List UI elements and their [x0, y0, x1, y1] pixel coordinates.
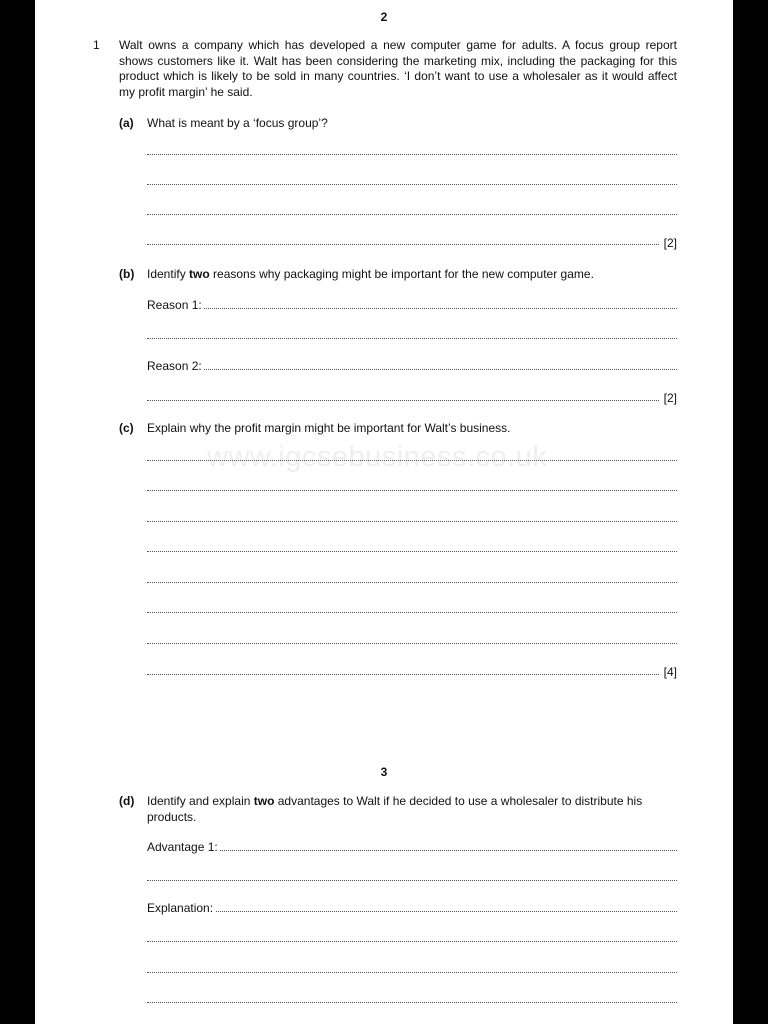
answer-line-b4[interactable]	[147, 400, 659, 401]
answer-line-d3[interactable]	[147, 911, 677, 912]
answer-line-a3[interactable]	[147, 214, 677, 215]
page-number-top: 2	[380, 10, 388, 24]
exam-page	[35, 0, 733, 1024]
question-stem: Walt owns a company which has developed a new computer game for adults. A focus group report shows customers like it. Walt has been considering the marketing mix, including the packaging for this product which is likely to be sold in many countries. ‘I don’t want to use a wholesaler as it would affect my profit margin’ he said.	[119, 38, 677, 99]
answer-line-c8[interactable]	[147, 674, 659, 675]
answer-line-c4[interactable]	[147, 551, 677, 552]
answer-line-d4[interactable]	[147, 941, 677, 942]
question-number: 1	[93, 38, 100, 52]
part-d-question: Identify and explain two advantages to Walt if he decided to use a wholesaler to distribute his products.	[147, 794, 643, 824]
answer-line-c7[interactable]	[147, 643, 677, 644]
answer-line-a1[interactable]	[147, 154, 677, 155]
part-a-question: What is meant by a ‘focus group’?	[147, 116, 328, 130]
answer-line-d6[interactable]	[147, 1002, 677, 1003]
part-c-label: (c)	[119, 421, 134, 435]
answer-line-c6[interactable]	[147, 612, 677, 613]
reason-2-label: Reason 2:	[147, 359, 202, 373]
answer-line-a4[interactable]	[147, 244, 659, 245]
answer-line-d1[interactable]	[147, 850, 677, 851]
part-a-label: (a)	[119, 116, 134, 130]
answer-line-b1[interactable]	[147, 308, 677, 309]
answer-line-c2[interactable]	[147, 490, 677, 491]
part-b-question: Identify two reasons why packaging might be important for the new computer game.	[147, 267, 594, 281]
answer-line-c5[interactable]	[147, 582, 677, 583]
answer-line-c1[interactable]	[147, 460, 677, 461]
part-b-label: (b)	[119, 267, 135, 281]
advantage-1-label: Advantage 1:	[147, 840, 218, 854]
part-c-question: Explain why the profit margin might be important for Walt’s business.	[147, 421, 511, 435]
answer-line-c3[interactable]	[147, 521, 677, 522]
page-number-middle: 3	[380, 765, 388, 779]
part-a-marks: [2]	[663, 236, 677, 250]
watermark: www.igcsebusiness.co.uk	[207, 441, 548, 473]
answer-line-d5[interactable]	[147, 972, 677, 973]
reason-1-label: Reason 1:	[147, 298, 202, 312]
explanation-label: Explanation:	[147, 901, 214, 915]
answer-line-a2[interactable]	[147, 184, 677, 185]
part-b-marks: [2]	[663, 391, 677, 405]
answer-line-d2[interactable]	[147, 880, 677, 881]
part-d-label: (d)	[119, 794, 135, 808]
answer-line-b2[interactable]	[147, 338, 677, 339]
part-c-marks: [4]	[663, 665, 677, 679]
answer-line-b3[interactable]	[147, 369, 677, 370]
